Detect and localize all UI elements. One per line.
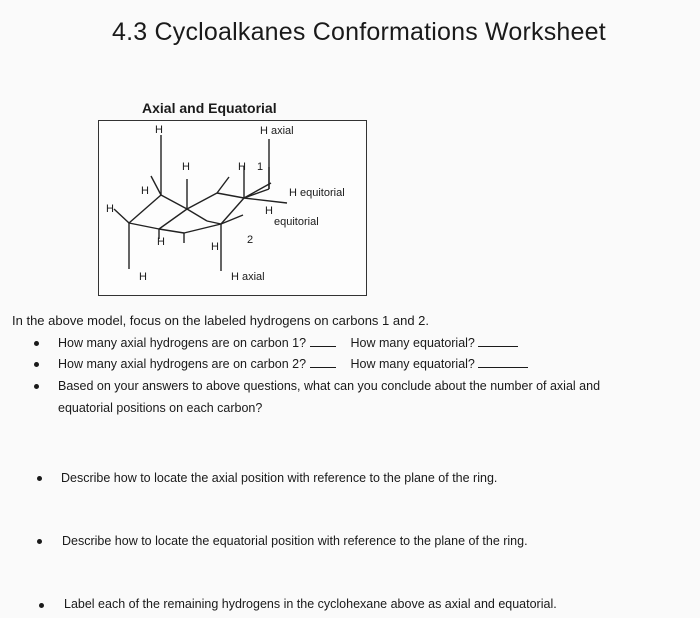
answer-blank-2-equatorial[interactable] xyxy=(478,355,528,368)
question-3-line-1: Based on your answers to above questions, what can you conclude about the number of axial and xyxy=(58,379,601,393)
bond xyxy=(217,177,229,193)
label-h-axial-top: H axial xyxy=(260,125,294,137)
question-2-axial: How many axial hydrogens are on carbon 2? xyxy=(58,357,307,371)
label-h-lower-mid: H xyxy=(211,241,219,253)
ring-bond xyxy=(129,195,161,223)
question-5: Describe how to locate the equatorial position with reference to the plane of the ring. xyxy=(62,534,528,548)
bullet xyxy=(39,603,44,608)
question-4: Describe how to locate the axial position with reference to the plane of the ring. xyxy=(61,471,498,485)
intro-text: In the above model, focus on the labeled hydrogens on carbons 1 and 2. xyxy=(12,313,430,328)
ring-bond xyxy=(159,229,184,233)
question-1 xyxy=(58,333,518,353)
worksheet-title: 4.3 Cycloalkanes Conformations Worksheet xyxy=(112,18,606,46)
bond xyxy=(114,209,129,223)
answer-blank-1-axial[interactable] xyxy=(310,334,336,347)
label-h-equitorial: H equitorial xyxy=(289,187,345,199)
label-h-top-left: H xyxy=(155,124,163,136)
figure-heading: Axial and Equatorial xyxy=(142,100,277,116)
bullet xyxy=(37,539,42,544)
ring-bond xyxy=(161,195,187,209)
bullet xyxy=(34,384,39,389)
ring-bond xyxy=(129,223,159,229)
answer-blank-1-equatorial[interactable] xyxy=(478,334,518,347)
label-h-2: H xyxy=(238,161,246,173)
cyclohexane-drawing xyxy=(99,121,366,295)
question-1-equatorial: How many equatorial? xyxy=(350,336,475,350)
label-h-bottom-left: H xyxy=(139,271,147,283)
equitorial-bond xyxy=(244,183,271,198)
ring-bond xyxy=(187,209,207,221)
label-h-axial-bottom: H axial xyxy=(231,271,265,283)
question-2-equatorial: How many equatorial? xyxy=(350,357,475,371)
ring-bond xyxy=(159,209,187,229)
label-h-mid: H xyxy=(265,205,273,217)
label-carbon-2: 2 xyxy=(247,234,254,246)
bullet xyxy=(34,362,39,367)
ring-bond xyxy=(187,193,217,209)
equitorial-bond xyxy=(244,198,287,203)
cyclohexane-figure xyxy=(98,120,367,296)
answer-blank-2-axial[interactable] xyxy=(310,355,336,368)
question-6: Label each of the remaining hydrogens in the cyclohexane above as axial and equatorial. xyxy=(64,597,557,611)
label-equitorial: equitorial xyxy=(274,216,319,228)
label-h-lower-left: H xyxy=(157,236,165,248)
bullet xyxy=(37,476,42,481)
ring-bond xyxy=(221,198,244,224)
ring-bond xyxy=(217,193,244,198)
label-h-left: H xyxy=(106,203,114,215)
question-1-axial: How many axial hydrogens are on carbon 1? xyxy=(58,336,307,350)
label-h-left-upper: H xyxy=(141,185,149,197)
label-h-1: H xyxy=(182,161,190,173)
question-2 xyxy=(58,354,528,374)
ring-bond xyxy=(184,224,221,233)
ring-bond xyxy=(207,221,221,224)
bullet xyxy=(34,341,39,346)
label-carbon-1: 1 xyxy=(257,161,264,173)
bond xyxy=(151,176,161,195)
question-3-line-2: equatorial positions on each carbon? xyxy=(58,401,263,415)
